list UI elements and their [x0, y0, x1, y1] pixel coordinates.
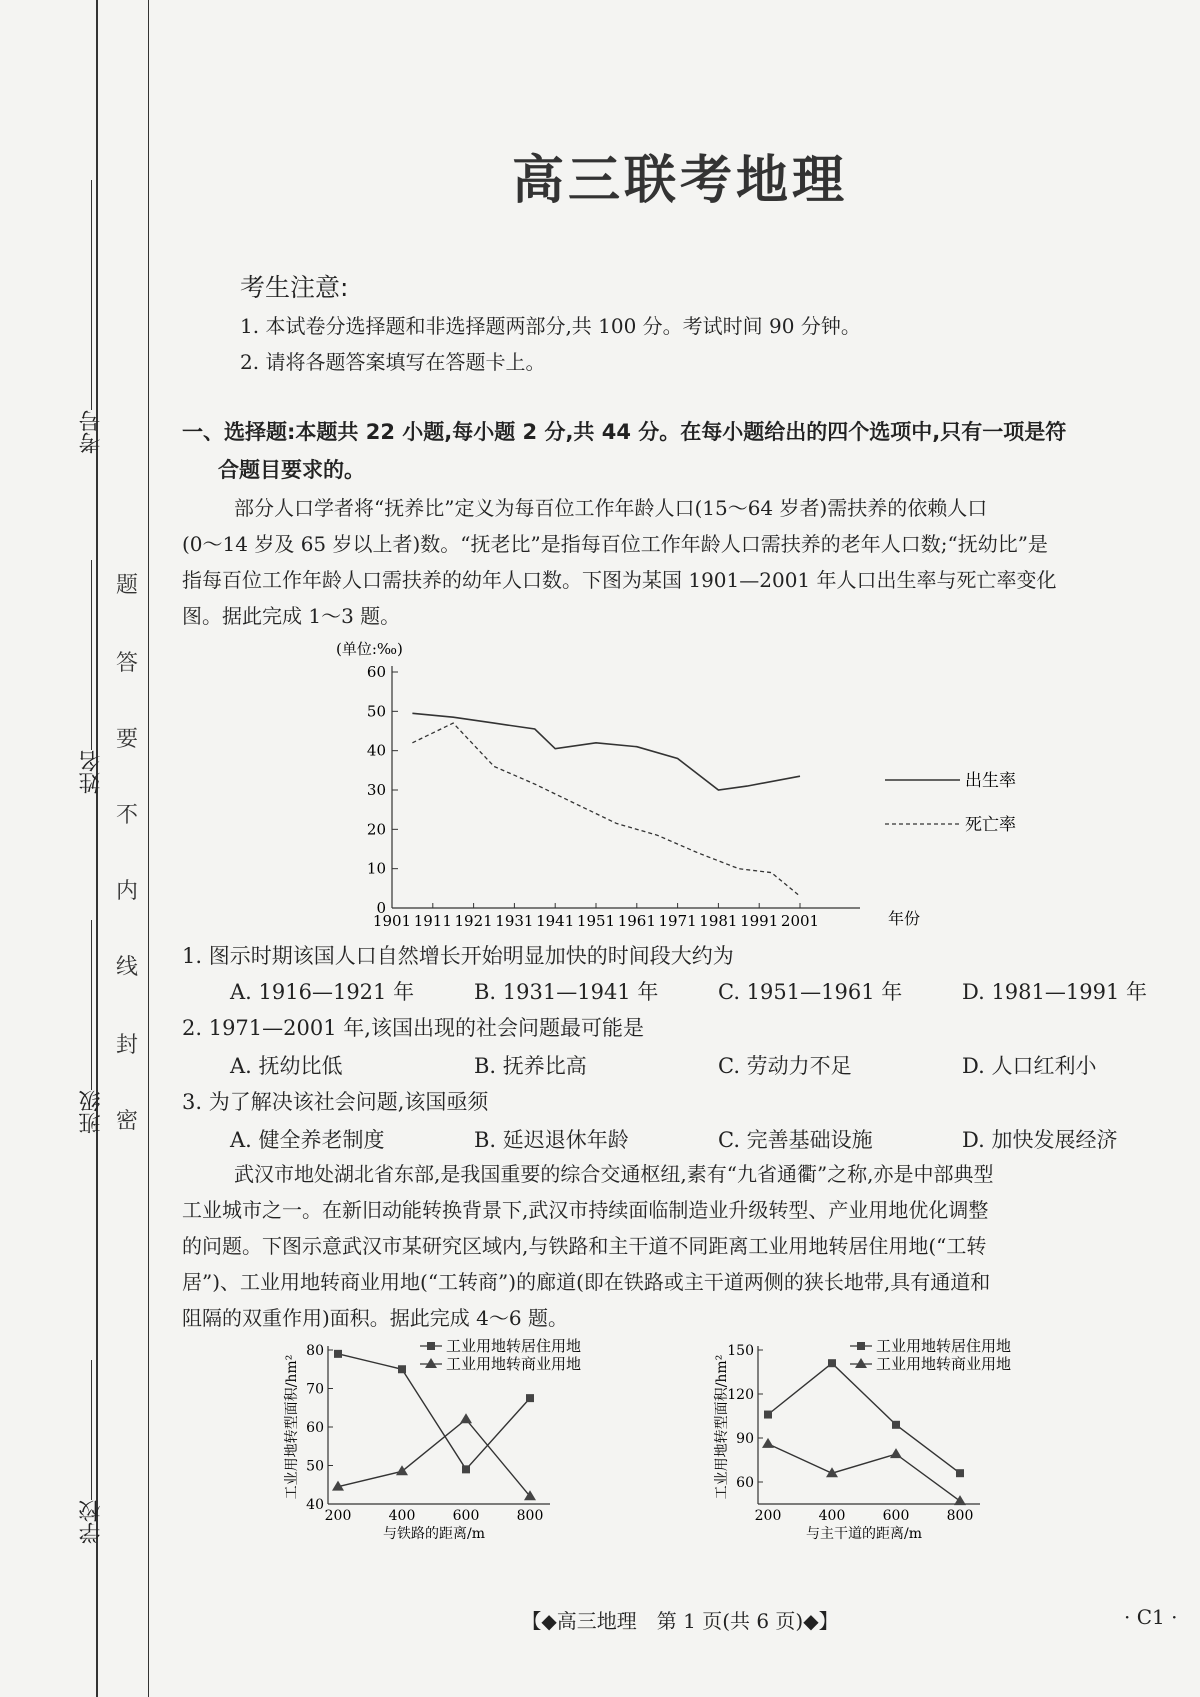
marker-square: [892, 1421, 900, 1429]
page-code: · C1 ·: [1124, 1605, 1178, 1629]
option-a[interactable]: A. 抚幼比低: [230, 1054, 343, 1078]
school-field[interactable]: [60, 1360, 122, 1544]
x-tick-label: 1941: [536, 912, 575, 930]
legend-label-birth: 出生率: [965, 771, 1016, 791]
x-axis-label: 年份: [888, 909, 921, 928]
x-tick-label: 200: [324, 1508, 352, 1524]
y-tick-label: 20: [366, 820, 386, 839]
seal-char: 不: [116, 803, 139, 828]
marker-triangle: [954, 1495, 966, 1505]
notice-item: 1. 本试卷分选择题和非选择题两部分,共 100 分。考试时间 90 分钟。: [240, 314, 861, 338]
page-title: 高三联考地理: [511, 151, 848, 211]
option-a[interactable]: A. 健全养老制度: [230, 1128, 385, 1152]
x-axis-label: 与铁路的距离/m: [383, 1526, 485, 1542]
page-footer: 【◆高三地理 第 1 页(共 6 页)◆】: [521, 1609, 839, 1633]
x-tick-label: 200: [754, 1508, 782, 1524]
y-tick-label: 60: [736, 1475, 754, 1491]
seal-char: 题: [116, 573, 139, 598]
section-heading-cont: 合题目要求的。: [218, 458, 365, 482]
seal-char: 密: [116, 1109, 139, 1134]
question-options: [230, 976, 1180, 1006]
chart-unit-label: (单位:‰): [336, 640, 403, 658]
seal-char: 线: [116, 955, 139, 980]
y-tick-label: 70: [306, 1381, 324, 1398]
marker-triangle: [460, 1413, 472, 1423]
marker-square: [398, 1365, 406, 1373]
notice-heading: 考生注意:: [240, 273, 349, 302]
y-tick-label: 60: [306, 1420, 324, 1436]
notice-item: 2. 请将各题答案填写在答题卡上。: [240, 350, 546, 374]
margin-line-inner: [148, 0, 149, 1697]
option-a[interactable]: A. 1916—1921 年: [230, 980, 415, 1004]
marker-square: [956, 1469, 964, 1477]
option-d[interactable]: D. 1981—1991 年: [962, 980, 1148, 1004]
legend-label: 工业用地转居住用地: [876, 1337, 1012, 1355]
x-tick-label: 1951: [576, 912, 616, 930]
y-tick-label: 40: [366, 741, 386, 760]
x-tick-label: 800: [946, 1508, 974, 1524]
class-label: 班级: [78, 1090, 104, 1134]
name-label: 姓名: [78, 750, 104, 794]
x-tick-label: 800: [516, 1508, 544, 1524]
question-stem: 2. 1971—2001 年,该国出现的社会问题最可能是: [182, 1016, 644, 1040]
x-tick-label: 2001: [780, 912, 820, 930]
question-options: [230, 1050, 1180, 1080]
legend-marker: [857, 1342, 865, 1350]
marker-square: [334, 1350, 342, 1358]
exam-number-label: 考号: [78, 410, 104, 454]
passage-line: 指每百位工作年龄人口需扶养的幼年人口数。下图为某国 1901—2001 年人口出生率与死亡率变化: [182, 568, 1057, 592]
name-field[interactable]: [60, 560, 122, 794]
passage-line: (0～14 岁及 65 岁以上者)数。“抚老比”是指每百位工作年龄人口需扶养的老年人口数;“抚幼比”是: [182, 532, 1048, 556]
x-tick-label: 1981: [699, 912, 738, 930]
option-c[interactable]: C. 劳动力不足: [718, 1054, 852, 1078]
legend-marker: [855, 1358, 867, 1368]
option-c[interactable]: C. 完善基础设施: [718, 1128, 873, 1152]
section-heading: 一、选择题:本题共 22 小题,每小题 2 分,共 44 分。在每小题给出的四个选项中,只有一项是符: [182, 420, 1067, 444]
passage-line: 居”)、工业用地转商业用地(“工转商”)的廊道(即在铁路或主干道两侧的狭长地带,具有通道和: [182, 1270, 991, 1294]
y-tick-label: 80: [306, 1343, 324, 1359]
series-line-birth-rate: [412, 713, 800, 790]
y-tick-label: 50: [366, 702, 386, 721]
x-tick-label: 400: [818, 1508, 846, 1524]
passage-line: 阻隔的双重作用)面积。据此完成 4～6 题。: [182, 1306, 568, 1330]
option-d[interactable]: D. 人口红利小: [962, 1054, 1097, 1078]
passage-line: 武汉市地处湖北省东部,是我国重要的综合交通枢纽,素有“九省通衢”之称,亦是中部典型: [234, 1162, 994, 1186]
exam-number-field[interactable]: [60, 180, 122, 454]
birth-death-rate-chart: [320, 638, 1040, 938]
y-tick-label: 10: [366, 859, 386, 878]
y-axis-label: 工业用地转型面积/hm²: [284, 1354, 300, 1500]
y-tick-label: 0: [376, 899, 386, 917]
marker-square: [828, 1359, 836, 1367]
x-tick-label: 400: [388, 1508, 416, 1524]
y-tick-label: 30: [366, 781, 386, 799]
x-tick-label: 600: [882, 1508, 910, 1524]
option-b[interactable]: B. 抚养比高: [474, 1054, 587, 1078]
seal-char: 要: [116, 727, 139, 752]
seal-char: 内: [116, 879, 139, 904]
x-tick-label: 1931: [495, 912, 534, 930]
passage-line: 工业城市之一。在新旧动能转换背景下,武汉市持续面临制造业升级转型、产业用地优化调整: [182, 1198, 989, 1222]
school-label: 学校: [78, 1500, 104, 1544]
y-tick-label: 120: [727, 1387, 754, 1403]
y-tick-label: 90: [736, 1431, 754, 1447]
x-axis-label: 与主干道的距离/m: [806, 1526, 922, 1542]
y-tick-label: 40: [306, 1497, 324, 1513]
option-c[interactable]: C. 1951—1961 年: [718, 980, 903, 1004]
passage-line: 部分人口学者将“抚养比”定义为每百位工作年龄人口(15～64 岁者)需扶养的依赖人口: [234, 496, 988, 520]
x-tick-label: 1961: [617, 912, 656, 930]
series-line: [768, 1444, 960, 1501]
legend-label: 工业用地转商业用地: [876, 1355, 1012, 1373]
seal-char: 答: [116, 651, 139, 676]
y-tick-label: 50: [306, 1458, 324, 1475]
option-b[interactable]: B. 1931—1941 年: [474, 980, 659, 1004]
legend-marker: [425, 1358, 437, 1368]
legend-marker: [427, 1342, 435, 1350]
legend-label-death: 死亡率: [965, 815, 1016, 835]
legend-label: 工业用地转商业用地: [446, 1355, 582, 1373]
legend-label: 工业用地转居住用地: [446, 1337, 582, 1355]
y-tick-label: 60: [366, 663, 386, 681]
marker-triangle: [762, 1438, 774, 1448]
x-tick-label: 1971: [658, 912, 697, 930]
railway-distance-chart: [280, 1336, 660, 1556]
question-stem: 3. 为了解决该社会问题,该国亟须: [182, 1090, 489, 1114]
passage-line: 图。据此完成 1～3 题。: [182, 604, 401, 628]
option-b[interactable]: B. 延迟退休年龄: [474, 1128, 629, 1152]
y-axis-label: 工业用地转型面积/hm²: [714, 1354, 730, 1500]
marker-triangle: [890, 1448, 902, 1458]
question-stem: 1. 图示时期该国人口自然增长开始明显加快的时间段大约为: [182, 944, 734, 968]
class-field[interactable]: [60, 920, 122, 1134]
marker-square: [462, 1465, 470, 1473]
marker-triangle: [396, 1465, 408, 1475]
passage-line: 的问题。下图示意武汉市某研究区域内,与铁路和主干道不同距离工业用地转居住用地(“工转: [182, 1234, 987, 1258]
x-tick-label: 1911: [413, 912, 452, 930]
question-options: [230, 1124, 1180, 1154]
marker-square: [764, 1411, 772, 1419]
x-tick-label: 1921: [454, 912, 493, 930]
option-d[interactable]: D. 加快发展经济: [962, 1128, 1118, 1152]
main-road-distance-chart: [710, 1336, 1090, 1556]
x-tick-label: 1991: [740, 912, 779, 930]
marker-square: [526, 1394, 534, 1402]
x-tick-label: 1901: [372, 912, 412, 930]
x-tick-label: 600: [452, 1508, 480, 1524]
y-tick-label: 150: [727, 1343, 754, 1359]
seal-char: 封: [116, 1033, 139, 1058]
series-line-death-rate: [412, 723, 800, 896]
